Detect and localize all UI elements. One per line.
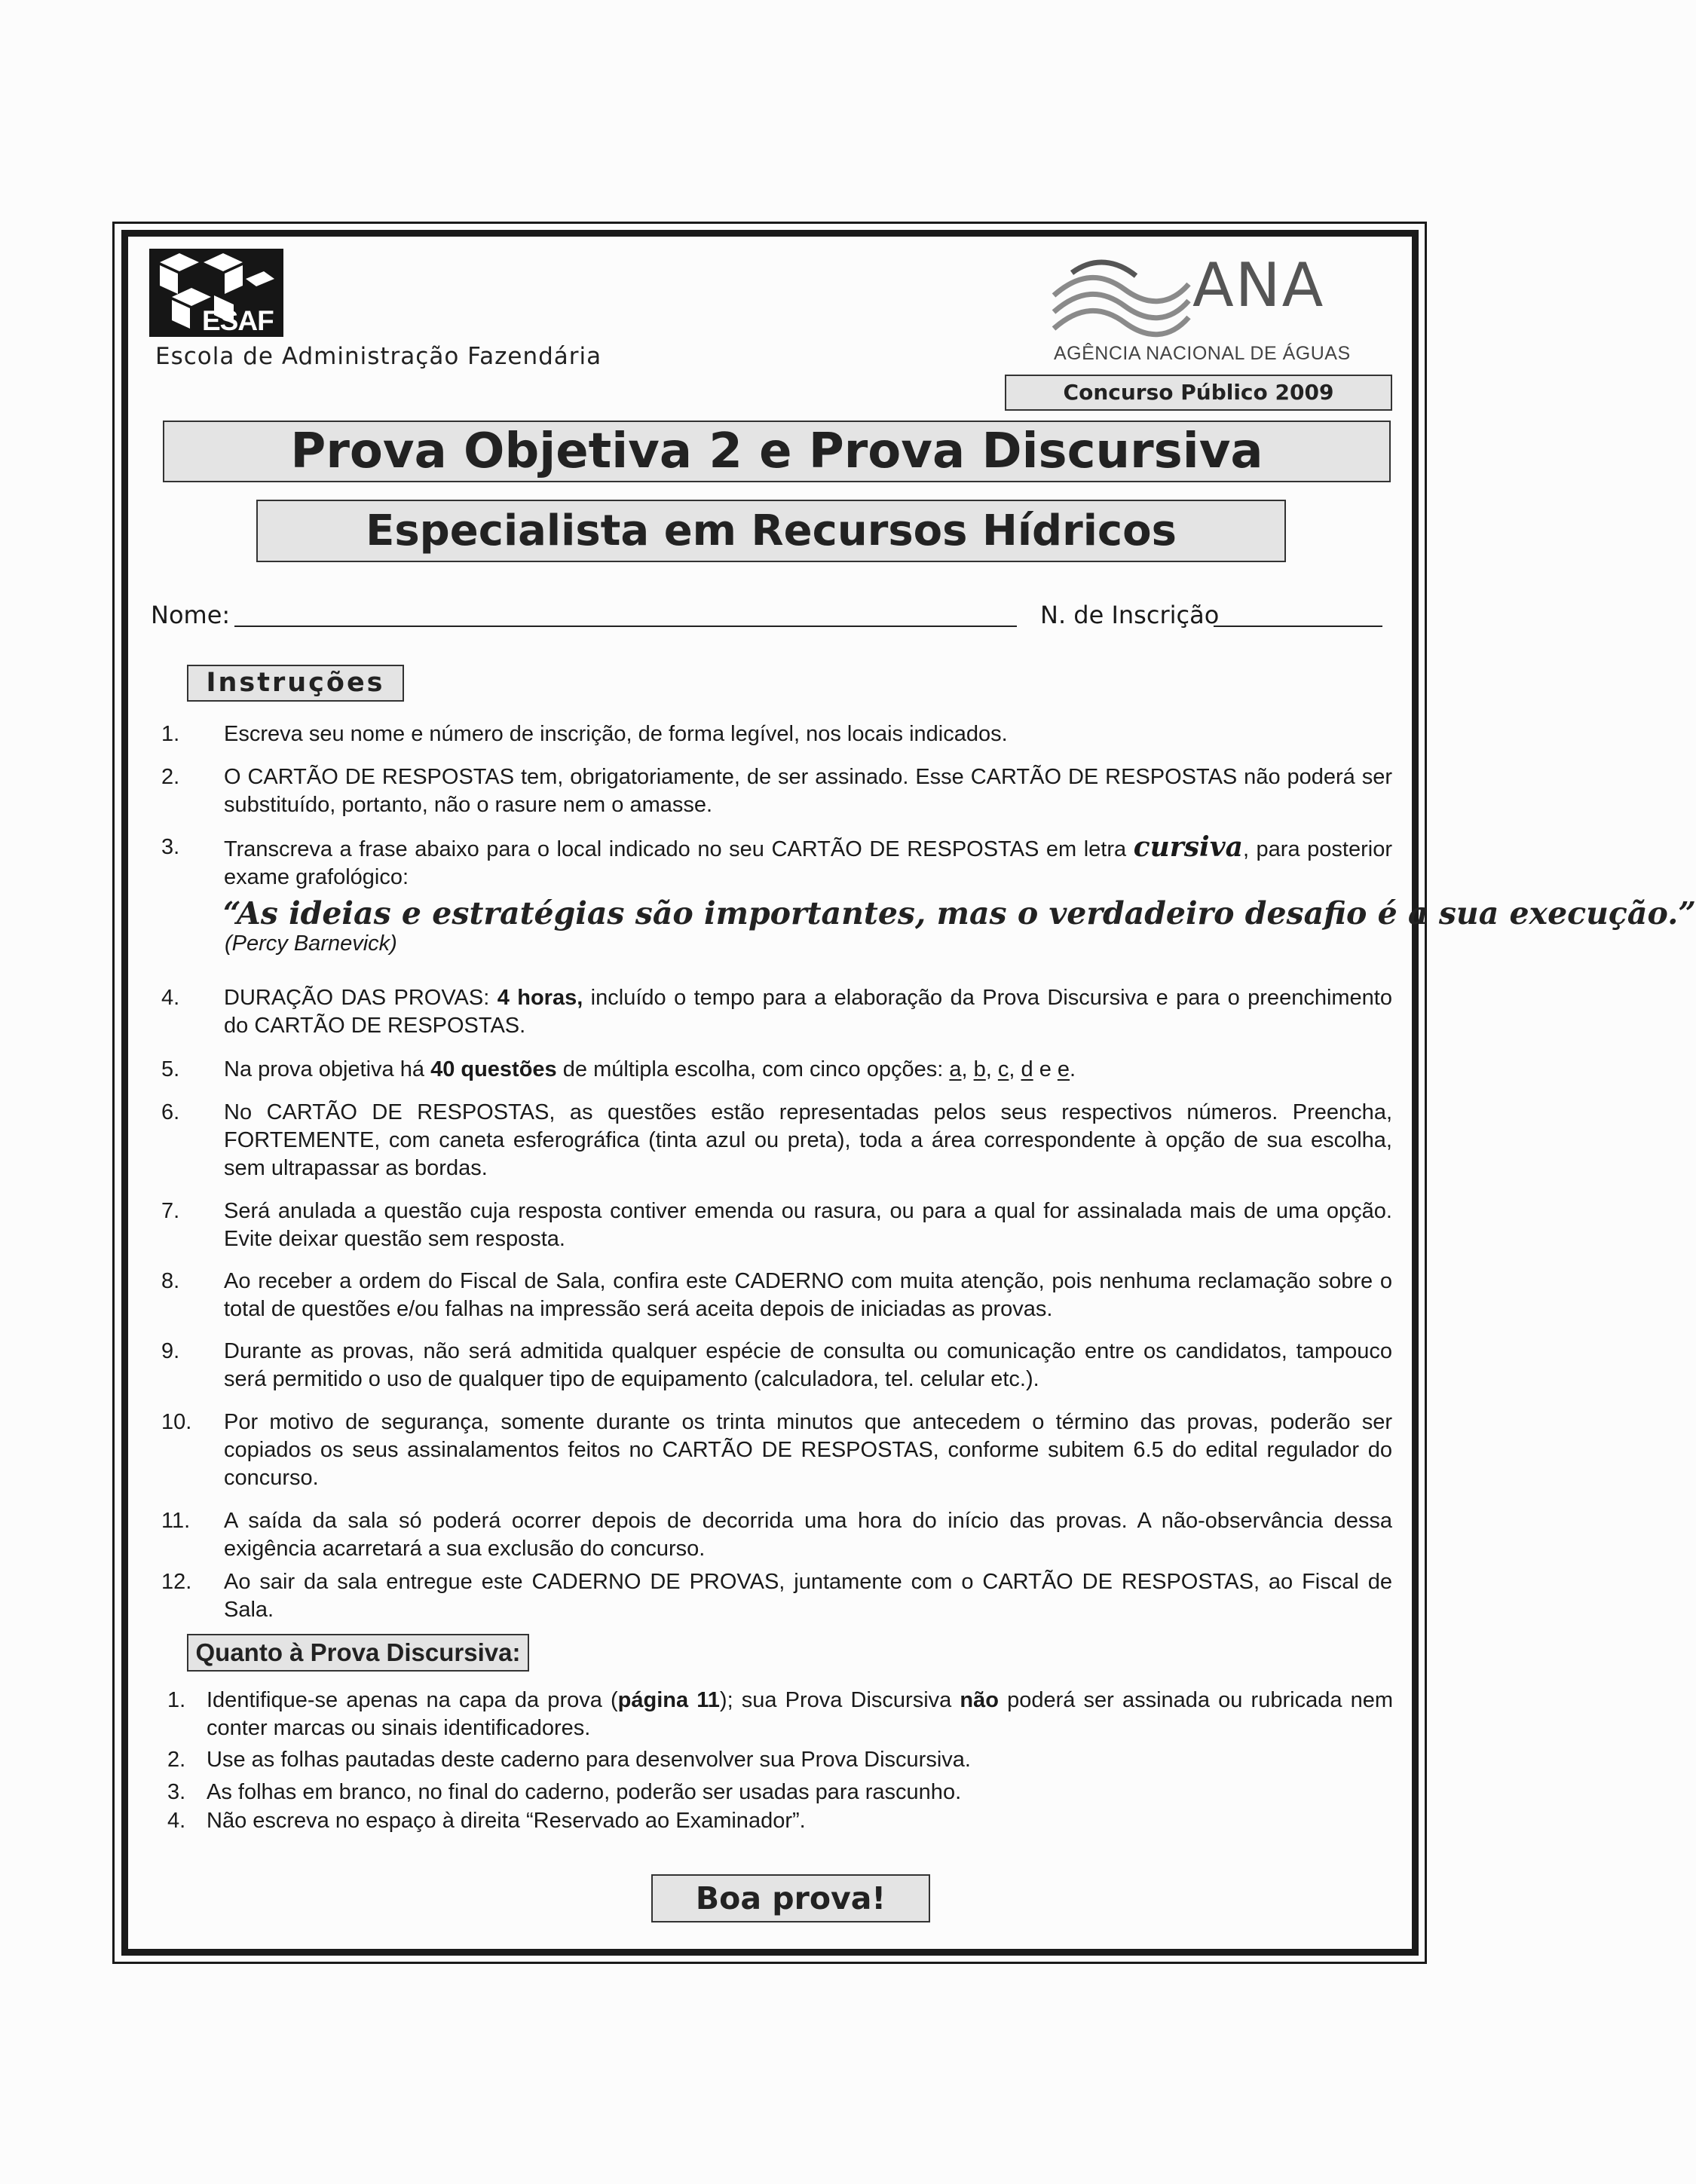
instruction-text-part: Na prova objetiva há — [224, 1057, 431, 1081]
discursiva-text-part: ); sua Prova Discursiva — [719, 1688, 960, 1712]
option-a: a — [949, 1057, 962, 1081]
discursiva-text-part: poderá ser assinada ou rubricada nem conter marcas ou sinais identificadores. — [207, 1688, 1393, 1740]
nome-label: Nome: — [151, 601, 231, 629]
quote-text: “As ideias e estratégias são importantes, mas o verdadeiro desafio é a sua execução.” — [223, 895, 1696, 931]
discursiva-text: As folhas em branco, no final do caderno, poderão ser usadas para rascunho. — [207, 1780, 962, 1804]
instruction-bold: 4 horas, — [497, 986, 583, 1010]
instruction-text: Ao receber a ordem do Fiscal de Sala, confira este CADERNO com muita atenção, pois nenhuma reclamação sobre o total de questões e/ou falhas na impressão será aceita depois de iniciadas as provas. — [224, 1269, 1392, 1321]
instruction-number: 10. — [161, 1410, 192, 1434]
instruction-number: 9. — [161, 1339, 180, 1363]
discursiva-text: Não escreva no espaço à direita “Reservado ao Examinador”. — [207, 1809, 806, 1833]
discursiva-bold: página 11 — [617, 1688, 720, 1712]
instruction-text — [224, 1056, 1392, 1084]
option-b: b — [973, 1057, 986, 1081]
instrucoes-heading: Instruções — [187, 665, 404, 702]
discursiva-text-part: Identifique-se apenas na capa da prova ( — [207, 1688, 618, 1712]
option-e: e — [1057, 1057, 1070, 1081]
separator: , — [985, 1057, 998, 1081]
instruction-number: 1. — [161, 722, 180, 746]
closing-message: Boa prova! — [651, 1874, 930, 1922]
instruction-text — [224, 831, 1392, 892]
instruction-number: 4. — [161, 986, 180, 1010]
option-d: d — [1021, 1057, 1033, 1081]
instruction-text: Por motivo de segurança, somente durante os trinta minutos que antecedem o término das provas, poderão ser copiados os seus assinalamentos feitos no CARTÃO DE RESPOSTAS, conforme subitem 6.5 do edital regulador do concurso. — [224, 1410, 1392, 1490]
separator: , — [961, 1057, 974, 1081]
instruction-number: 2. — [161, 765, 180, 789]
instruction-text: A saída da sala só poderá ocorrer depois de decorrida uma hora do início das provas. A não-observância dessa exigência acarretará a sua exclusão do concurso. — [224, 1509, 1392, 1561]
concurso-label: Concurso Público 2009 — [1005, 375, 1392, 411]
esaf-logo-text: ESAF — [202, 305, 274, 336]
instruction-text-part: Transcreva a frase abaixo para o local indicado no seu CARTÃO DE RESPOSTAS em letra — [224, 837, 1134, 861]
discursiva-heading: Quanto à Prova Discursiva: — [187, 1634, 529, 1672]
esaf-name: Escola de Administração Fazendária — [155, 343, 602, 370]
instruction-number: 5. — [161, 1057, 180, 1081]
discursiva-bold: não — [960, 1688, 999, 1712]
instruction-text: No CARTÃO DE RESPOSTAS, as questões estão representadas pelos seus respectivos números. Preencha, FORTEMENTE, com caneta esferográfica (tinta azul ou preta), toda a área correspondente à opção de sua escolha, sem ultrapassar as bordas. — [224, 1100, 1392, 1180]
inscricao-field[interactable] — [1214, 626, 1382, 627]
instruction-bold: 40 questões — [430, 1057, 557, 1081]
instruction-text: O CARTÃO DE RESPOSTAS tem, obrigatoriamente, de ser assinado. Esse CARTÃO DE RESPOSTAS não poderá ser substituído, portanto, não o rasure nem o amasse. — [224, 765, 1392, 817]
page-title: Prova Objetiva 2 e Prova Discursiva — [163, 421, 1391, 482]
instruction-text-part: de múltipla escolha, com cinco opções: — [556, 1057, 950, 1081]
discursiva-number: 2. — [167, 1748, 186, 1772]
instruction-text — [224, 984, 1392, 1040]
instruction-text: Será anulada a questão cuja resposta contiver emenda ou rasura, ou para a qual for assinalada mais de uma opção. Evite deixar questão sem resposta. — [224, 1199, 1392, 1251]
inscricao-label: N. de Inscrição — [1040, 601, 1220, 629]
ana-name: AGÊNCIA NACIONAL DE ÁGUAS — [1054, 343, 1351, 364]
discursiva-text — [207, 1687, 1393, 1742]
separator: e — [1033, 1057, 1058, 1081]
discursiva-number: 1. — [167, 1688, 186, 1712]
instruction-number: 6. — [161, 1100, 180, 1124]
instruction-number: 11. — [161, 1509, 191, 1533]
period: . — [1070, 1057, 1076, 1081]
discursiva-text: Use as folhas pautadas deste caderno para desenvolver sua Prova Discursiva. — [207, 1748, 971, 1772]
discursiva-number: 3. — [167, 1780, 186, 1804]
instruction-text-part: incluído o tempo para a elaboração da Prova Discursiva e para o preenchimento do CARTÃO DE RESPOSTAS. — [224, 986, 1392, 1038]
discursiva-number: 4. — [167, 1809, 186, 1833]
instruction-number: 8. — [161, 1269, 180, 1293]
instruction-number: 3. — [161, 835, 180, 859]
instruction-text: Ao sair da sala entregue este CADERNO DE PROVAS, juntamente com o CARTÃO DE RESPOSTAS, ao Fiscal de Sala. — [224, 1570, 1392, 1622]
instruction-number: 12. — [161, 1570, 192, 1594]
cursive-word: cursiva — [1133, 831, 1243, 863]
ana-logo-text: ANA — [1192, 250, 1325, 320]
instruction-text: Escreva seu nome e número de inscrição, de forma legível, nos locais indicados. — [224, 722, 1008, 746]
option-c: c — [997, 1057, 1009, 1081]
quote-author: (Percy Barnevick) — [225, 931, 397, 956]
instruction-text-part: , para posterior exame grafológico: — [224, 837, 1392, 889]
nome-field[interactable] — [234, 626, 1017, 627]
separator: , — [1009, 1057, 1021, 1081]
instruction-text: Durante as provas, não será admitida qualquer espécie de consulta ou comunicação entre os candidatos, tampouco será permitido o uso de qualquer tipo de equipamento (calculadora, tel. celular etc.). — [224, 1339, 1392, 1391]
instruction-text-part: DURAÇÃO DAS PROVAS: — [224, 986, 497, 1010]
page-subtitle: Especialista em Recursos Hídricos — [256, 500, 1286, 562]
instruction-number: 7. — [161, 1199, 180, 1223]
